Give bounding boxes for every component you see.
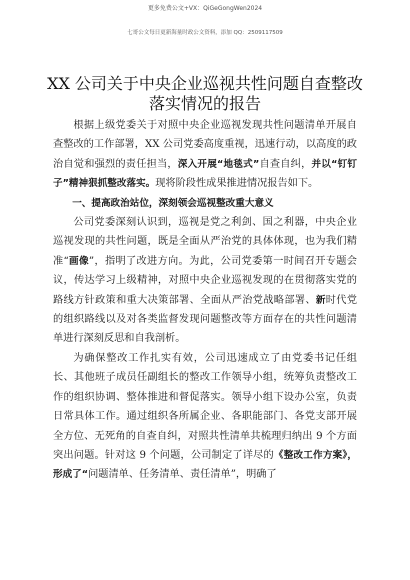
- section1-text-a: 公司党委深刻认识到，巡视是党之利剑、国之利器，中央企业巡视发现的共性问题，既是全面从严治党的具体体现，也为我们精准“: [53, 217, 357, 267]
- intro-text-c: 自查自纠，: [259, 158, 312, 170]
- section1-bold-portrait: 画像: [68, 255, 89, 267]
- intro-text-a: 根据上级党委关于对照中央企业巡视发现共性问题清单开展自查整改的工作部署，XX 公司党委高度重视，迅速行动，以高度的政治自觉和强烈的责任担当，: [53, 120, 357, 170]
- intro-text-d: 现将阶段性成果推进情况报告如下。: [155, 178, 319, 190]
- section1-text-e: 时代党的组织路线以及对各类监督发现问题整改等方面存在的共性问题清单进行深刻反思和自我剖析。: [53, 294, 358, 345]
- paragraph-intro: [53, 116, 357, 194]
- section1b-text-a: 为确保整改工作扎实有效，公司迅速成立了由党委书记任组长、其他班子成员任副组长的整改工作领导小组，统筹负责整改工作的组织协调、整体推进和督促落实。领导小组下设办公室，负责日常具体工作。通过组织各所属企业、各职能部门、各党支部开展全方位、无死角的自查自纠，对照共性清单共梳理归纳出 9 个方面突出问题。针对这 9 个问题，公司制定了详尽的: [53, 352, 357, 461]
- section1b-bold-plan: 《整改工作方案》，形成了“: [53, 449, 357, 481]
- section1b-text-c: 问题清单、任务清单、责任清单”，明确了: [88, 469, 277, 481]
- section-heading-1: 一、提高政治站位，深刻领会巡视整改重大意义: [72, 197, 274, 209]
- header-contact-line: 更多免费公文+VX：QiGeGongWen2024: [147, 5, 263, 12]
- document-title: [40, 74, 370, 114]
- section1-text-c: ”，指明了改进方向。为此，公司党委第一时间召开专题会议，传达学习上级精神，对照中央企业巡视发现的在贯彻落实党的路线方针政策和重大决策部署、全面从严治党战略部署、: [53, 255, 357, 306]
- paragraph-section1-a: [53, 213, 357, 349]
- intro-bold-b: 并以“钉钉子”精神狠抓整改落实。: [53, 158, 358, 190]
- intro-bold-a: 深入开展“地毯式”: [177, 158, 260, 170]
- paragraph-section1-b: [53, 349, 357, 485]
- section1-bold-new: 新: [315, 294, 326, 306]
- header-notice-line: 七哥公文每日更新海量时政公文资料，添加 QQ：2509117509: [127, 30, 283, 36]
- document-body: [53, 116, 357, 485]
- title-line-1: XX 公司关于中央企业巡视共性问题自查整改: [47, 74, 363, 93]
- title-line-2: 落实情况的报告: [148, 94, 261, 113]
